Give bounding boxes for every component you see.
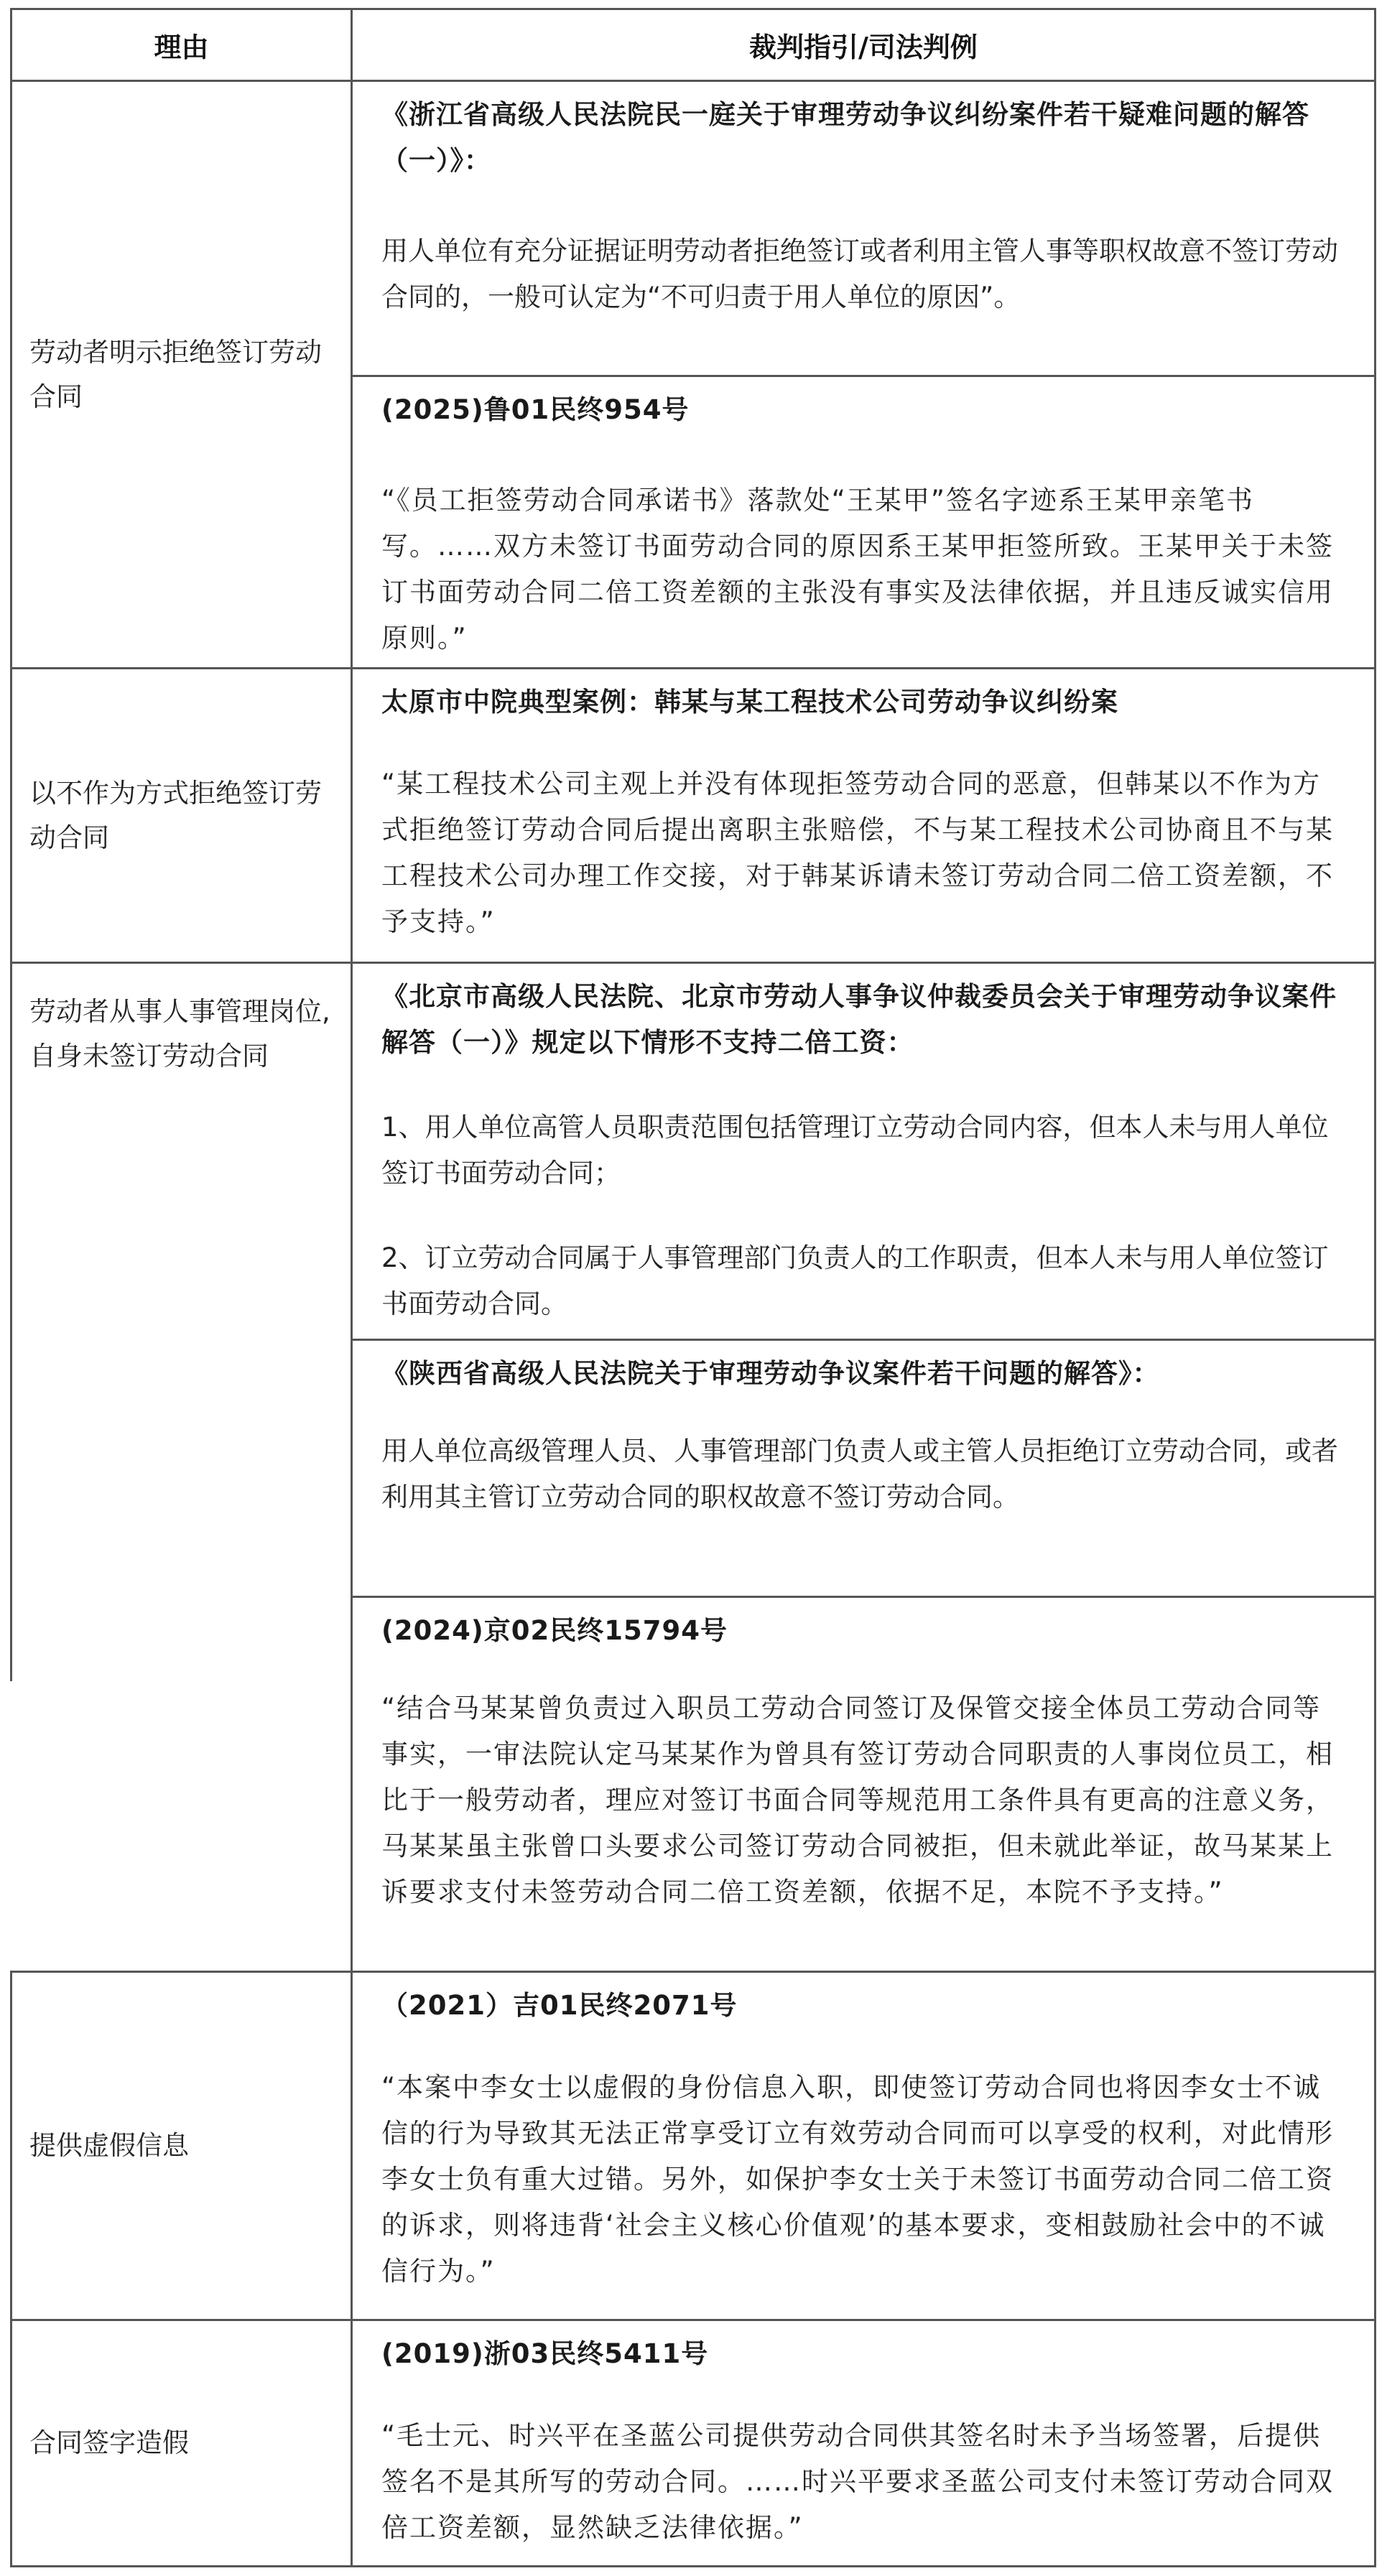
header-guidance: 裁判指引/司法判例 <box>749 32 978 63</box>
guidance-paragraph: “毛士元、时兴平在圣蓝公司提供劳动合同供其签名时未予当场签署，后提供签名不是其所写的劳动合同。……时兴平要求圣蓝公司支付未签订劳动合同双倍工资差额，显然缺乏法律依据。” <box>381 2420 1334 2543</box>
reason-cell: 合同签字造假 <box>29 2427 189 2458</box>
guidance-cell <box>353 1341 1374 1596</box>
table-border-bottom <box>10 2565 1376 2567</box>
guidance-paragraph: 2、订立劳动合同属于人事管理部门负责人的工作职责，但本人未与用人单位签订书面劳动合同。 <box>381 1242 1329 1319</box>
reason-cell: 提供虚假信息 <box>29 2130 189 2161</box>
table-border-right <box>1374 8 1376 2567</box>
guidance-cell <box>353 82 1374 375</box>
reason-cell: 劳动者明示拒绝签订劳动合同 <box>29 336 322 412</box>
guidance-cell <box>353 377 1374 667</box>
guidance-paragraph: “某工程技术公司主观上并没有体现拒签劳动合同的恶意，但韩某以不作为方式拒绝签订劳动合同后提出离职主张赔偿，不与某工程技术公司协商且不与某工程技术公司办理工作交接，对于韩某诉请未签订劳动合同二倍工资差额，不予支持。” <box>381 768 1334 937</box>
citation-heading: (2025)鲁01民终954号 <box>381 394 690 425</box>
citation-heading: (2024)京02民终15794号 <box>381 1615 728 1646</box>
guidance-paragraph: “《员工拒签劳动合同承诺书》落款处“王某甲”签名字迹系王某甲亲笔书写。……双方未签订书面劳动合同的原因系王某甲拒签所致。王某甲关于未签订书面劳动合同二倍工资差额的主张没有事实及法律依据，并且违反诚实信用原则。” <box>381 485 1334 654</box>
citation-heading: （2021）吉01民终2071号 <box>381 1990 738 2021</box>
citation-heading: (2019)浙03民终5411号 <box>381 2338 709 2369</box>
guidance-paragraph: “结合马某某曾负责过入职员工劳动合同签订及保管交接全体员工劳动合同等事实，一审法院认定马某某作为曾具有签订劳动合同职责的人事岗位员工，相比于一般劳动者，理应对签订书面合同等规范用工条件具有更高的注意义务，马某某虽主张曾口头要求公司签订劳动合同被拒，但未就此举证，故马某某上诉要求支付未签劳动合同二倍工资差额，依据不足，本院不予支持。” <box>381 1693 1334 1907</box>
citation-heading: 《陕西省高级人民法院关于审理劳动争议案件若干问题的解答》： <box>381 1358 1160 1389</box>
citation-heading: 《浙江省高级人民法院民一庭关于审理劳动争议纠纷案件若干疑难问题的解答（一）》： <box>381 99 1309 176</box>
citation-heading: 《北京市高级人民法院、北京市劳动人事争议仲裁委员会关于审理劳动争议案件解答（一）》规定以下情形不支持二倍工资： <box>381 981 1337 1058</box>
guidance-cell <box>353 964 1374 1339</box>
guidance-paragraph: 用人单位有充分证据证明劳动者拒绝签订或者利用主管人事等职权故意不签订劳动合同的，一般可认定为“不可归责于用人单位的原因”。 <box>381 236 1338 312</box>
header-reason: 理由 <box>154 32 209 63</box>
reason-cell: 劳动者从事人事管理岗位,自身未签订劳动合同 <box>29 996 330 1071</box>
guidance-cell <box>353 669 1374 962</box>
reason-cell: 以不作为方式拒绝签订劳动合同 <box>29 777 322 853</box>
guidance-cell <box>353 2321 1374 2565</box>
citation-heading: 太原市中院典型案例：韩某与某工程技术公司劳动争议纠纷案 <box>381 687 1118 717</box>
guidance-paragraph: “本案中李女士以虚假的身份信息入职，即使签订劳动合同也将因李女士不诚信的行为导致其无法正常享受订立有效劳动合同而可以享受的权利，对此情形李女士负有重大过错。另外，如保护李女士关于未签订书面劳动合同二倍工资的诉求，则将违背‘社会主义核心价值观’的基本要求，变相鼓励社会中的不诚信行为。” <box>381 2072 1334 2287</box>
guidance-paragraph: 1、用人单位高管人员职责范围包括管理订立劳动合同内容，但本人未与用人单位签订书面劳动合同； <box>381 1112 1329 1189</box>
guidance-cell <box>353 1973 1374 2319</box>
guidance-paragraph: 用人单位高级管理人员、人事管理部门负责人或主管人员拒绝订立劳动合同，或者利用其主管订立劳动合同的职权故意不签订劳动合同。 <box>381 1436 1338 1512</box>
case-law-table <box>10 8 1376 2567</box>
guidance-cell <box>353 1598 1374 1971</box>
